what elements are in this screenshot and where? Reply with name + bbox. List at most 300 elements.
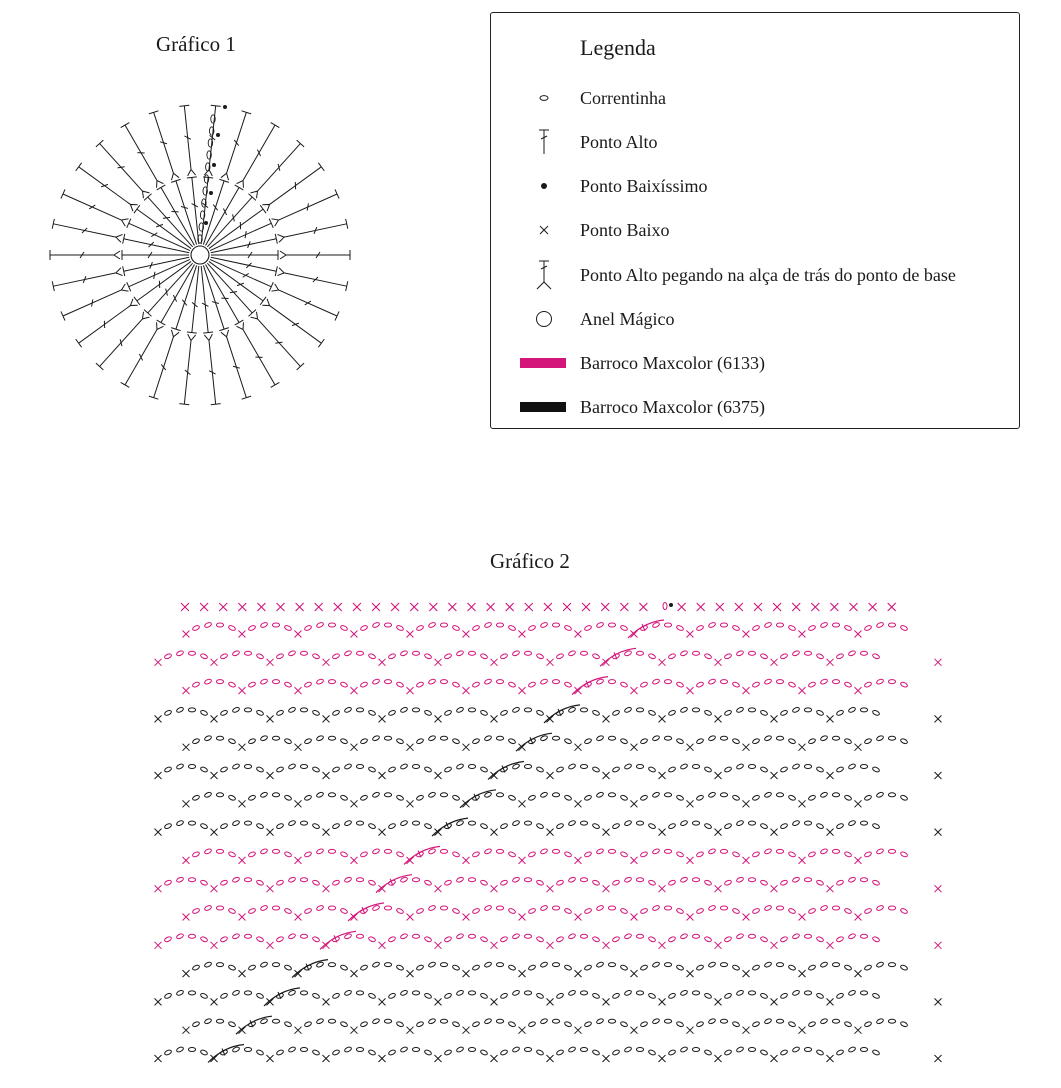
chain-stitch	[668, 766, 676, 773]
single-crochet-stitch	[827, 829, 834, 836]
chain-stitch	[284, 851, 292, 858]
single-crochet-stitch	[603, 1055, 610, 1062]
single-crochet-stitch	[935, 715, 942, 722]
single-crochet-stitch	[200, 603, 208, 611]
chain-stitch	[620, 908, 628, 915]
chain-stitch	[484, 1018, 492, 1025]
legend-item-slip-stitch	[491, 171, 1021, 201]
chain-stitch	[724, 653, 732, 660]
single-crochet-stitch	[935, 1055, 942, 1062]
chain-stitch	[748, 651, 755, 655]
chain-stitch	[612, 936, 620, 943]
single-crochet-stitch	[351, 687, 358, 694]
chain-stitch	[748, 708, 755, 712]
double-crochet-stitch	[208, 189, 339, 255]
chain-stitch	[804, 765, 811, 769]
chain-stitch	[736, 876, 744, 883]
chain-stitch	[732, 908, 740, 915]
chain-stitch	[888, 906, 895, 910]
chain-stitch	[540, 848, 548, 855]
chain-stitch	[536, 823, 544, 830]
single-crochet-stitch	[239, 744, 246, 751]
chain-stitch	[524, 934, 531, 938]
chain-stitch	[760, 879, 768, 886]
single-crochet-stitch	[211, 715, 218, 722]
chain-stitch	[736, 1046, 744, 1053]
chain-stitch	[552, 849, 559, 853]
chain-stitch	[356, 708, 363, 712]
chain-stitch	[304, 1021, 312, 1028]
chain-stitch	[592, 766, 600, 773]
chain-stitch	[832, 736, 839, 740]
chain-stitch	[556, 879, 564, 886]
chain-stitch	[776, 623, 783, 627]
single-crochet-stitch	[183, 1027, 190, 1034]
chain-stitch	[272, 623, 279, 627]
chain-stitch	[680, 820, 688, 827]
chain-stitch	[836, 823, 844, 830]
chain-stitch	[832, 793, 839, 797]
chain-stitch	[692, 1048, 699, 1052]
chain-stitch	[564, 794, 572, 801]
single-crochet-stitch	[353, 603, 361, 611]
single-crochet-stitch	[351, 631, 358, 638]
slip-stitch	[212, 163, 216, 167]
chain-stitch	[164, 1049, 172, 1056]
legend-title: Legenda	[580, 35, 656, 60]
single-crochet-stitch	[855, 970, 862, 977]
chain-stitch	[368, 653, 376, 660]
chain-stitch	[848, 990, 856, 997]
chain-stitch	[552, 906, 559, 910]
double-crochet-stitch	[61, 189, 192, 255]
chain-stitch	[876, 1018, 884, 1025]
chain-stitch	[228, 964, 236, 971]
chain-stitch	[876, 622, 884, 629]
chain-stitch	[888, 623, 895, 627]
single-crochet-stitch	[687, 631, 694, 638]
chain-stitch	[860, 821, 867, 825]
chain-stitch	[848, 707, 856, 714]
chain-stitch	[540, 622, 548, 629]
chain-stitch	[764, 905, 772, 912]
legend-item-chain	[491, 83, 1021, 113]
chain-stitch	[276, 823, 284, 830]
chain-stitch	[612, 766, 620, 773]
chain-stitch	[648, 1049, 656, 1056]
chain-stitch	[424, 936, 432, 943]
single-crochet-stitch	[855, 800, 862, 807]
single-crochet-stitch	[519, 857, 526, 864]
single-crochet-stitch	[575, 744, 582, 751]
single-crochet-stitch	[183, 857, 190, 864]
chain-stitch	[528, 794, 536, 801]
chain-stitch	[636, 821, 643, 825]
legend-label: Ponto Alto	[580, 132, 658, 152]
chain-stitch	[256, 879, 264, 886]
chain-stitch	[668, 879, 676, 886]
chain-stitch	[428, 678, 436, 685]
chain-stitch	[412, 991, 419, 995]
chain-icon	[509, 83, 579, 113]
chain-stitch	[412, 765, 419, 769]
chain-stitch	[360, 681, 368, 688]
single-crochet-stitch	[351, 744, 358, 751]
chain-stitch	[668, 823, 676, 830]
chain-stitch	[536, 710, 544, 717]
chain-stitch	[808, 851, 816, 858]
chain-stitch	[496, 623, 503, 627]
chain-stitch	[200, 879, 208, 886]
chain-stitch	[692, 765, 699, 769]
legend-label: Ponto Alto pegando na alça de trás do ponto de base	[580, 265, 956, 285]
chain-stitch	[844, 1021, 852, 1028]
single-crochet-stitch	[155, 1055, 162, 1062]
chain-stitch	[816, 653, 824, 660]
chain-stitch	[440, 680, 447, 684]
chain-stitch	[444, 936, 452, 943]
chain-stitch	[452, 738, 460, 745]
chain-stitch	[412, 878, 419, 882]
legend-item-single-crochet	[491, 215, 1021, 245]
chain-stitch	[176, 763, 184, 770]
chain-stitch	[396, 738, 404, 745]
chain-stitch	[200, 993, 208, 1000]
chain-stitch	[424, 653, 432, 660]
single-crochet-stitch	[334, 603, 342, 611]
chain-stitch	[384, 963, 391, 967]
single-crochet-stitch	[869, 603, 877, 611]
chain-stitch	[864, 851, 872, 858]
single-crochet-stitch	[715, 772, 722, 779]
single-crochet-stitch	[799, 1027, 806, 1034]
chain-stitch	[340, 625, 348, 632]
legend-label: Barroco Maxcolor (6133)	[580, 353, 765, 373]
chain-stitch	[844, 794, 852, 801]
chain-stitch	[584, 1021, 592, 1028]
single-crochet-stitch	[267, 715, 274, 722]
chain-stitch	[396, 794, 404, 801]
chain-stitch	[664, 906, 671, 910]
chain-stitch	[328, 849, 335, 853]
chain-stitch	[748, 821, 755, 825]
chain-stitch	[860, 878, 867, 882]
chain-stitch	[188, 934, 195, 938]
chain-stitch	[844, 681, 852, 688]
single-crochet-stitch	[323, 998, 330, 1005]
chain-stitch	[416, 625, 424, 632]
chain-stitch	[720, 963, 727, 967]
chain-stitch	[176, 820, 184, 827]
single-crochet-stitch	[435, 885, 442, 892]
chain-stitch	[512, 820, 520, 827]
single-crochet-stitch	[771, 885, 778, 892]
chain-stitch	[340, 1021, 348, 1028]
chain-stitch	[832, 849, 839, 853]
single-crochet-stitch	[631, 1027, 638, 1034]
single-crochet-stitch	[771, 942, 778, 949]
single-crochet-stitch	[407, 744, 414, 751]
chain-stitch	[272, 1019, 279, 1023]
single-crochet-stitch	[407, 970, 414, 977]
chain-stitch	[900, 625, 908, 632]
chain-stitch	[584, 964, 592, 971]
chain-stitch	[444, 766, 452, 773]
slip-stitch-icon	[509, 171, 579, 201]
single-crochet-stitch	[379, 829, 386, 836]
chain-stitch	[276, 1049, 284, 1056]
chain-stitch	[592, 653, 600, 660]
chain-stitch	[720, 736, 727, 740]
chain-stitch	[524, 878, 531, 882]
chain-stitch	[508, 964, 516, 971]
chain-stitch	[528, 851, 536, 858]
chart-row	[155, 988, 942, 1006]
legend-label: Barroco Maxcolor (6375)	[580, 397, 765, 417]
single-crochet-stitch	[463, 687, 470, 694]
chain-stitch	[724, 1049, 732, 1056]
single-crochet-stitch	[238, 603, 246, 611]
chain-stitch	[820, 678, 828, 685]
chain-stitch	[612, 1049, 620, 1056]
chain-stitch	[792, 707, 800, 714]
single-crochet-stitch	[631, 970, 638, 977]
chain-stitch	[704, 766, 712, 773]
chain-stitch	[468, 651, 475, 655]
chain-stitch	[864, 625, 872, 632]
chain-stitch	[384, 680, 391, 684]
chain-stitch	[752, 964, 760, 971]
chain-stitch	[200, 653, 208, 660]
single-crochet-stitch	[792, 603, 800, 611]
chain-stitch	[816, 710, 824, 717]
chain-stitch	[536, 766, 544, 773]
chain-stitch	[416, 908, 424, 915]
single-crochet-stitch	[323, 772, 330, 779]
chain-stitch	[760, 710, 768, 717]
chain-stitch	[288, 820, 296, 827]
single-crochet-stitch	[715, 998, 722, 1005]
chain-stitch	[188, 878, 195, 882]
single-crochet-stitch	[181, 603, 189, 611]
single-crochet-stitch	[827, 942, 834, 949]
chain-stitch	[512, 990, 520, 997]
single-crochet-stitch	[547, 659, 554, 666]
single-crochet-stitch	[827, 1055, 834, 1062]
chain-stitch	[564, 625, 572, 632]
single-crochet-stitch	[935, 829, 942, 836]
chart-row	[155, 818, 942, 836]
chart-row	[155, 648, 942, 666]
chain-stitch	[216, 1019, 223, 1023]
chain-stitch	[332, 710, 340, 717]
single-crochet-stitch	[463, 857, 470, 864]
single-crochet-stitch	[715, 659, 722, 666]
single-crochet-stitch	[435, 998, 442, 1005]
single-crochet-stitch	[491, 885, 498, 892]
single-crochet-stitch	[771, 1055, 778, 1062]
chain-stitch	[328, 623, 335, 627]
single-crochet-stitch	[323, 829, 330, 836]
chain-stitch	[624, 990, 632, 997]
chain-stitch	[232, 990, 240, 997]
chain-stitch	[816, 1049, 824, 1056]
chain-stitch	[788, 681, 796, 688]
chain-stitch	[564, 964, 572, 971]
chain-stitch	[508, 794, 516, 801]
chain-stitch	[484, 905, 492, 912]
chain-stitch	[244, 765, 251, 769]
chain-stitch	[444, 653, 452, 660]
chain-stitch	[300, 651, 307, 655]
chain-stitch	[188, 991, 195, 995]
double-crochet-stitch	[204, 140, 304, 250]
single-crochet-stitch	[544, 603, 552, 611]
chain-stitch	[524, 821, 531, 825]
chart-row	[155, 931, 942, 949]
chart-row	[183, 1016, 909, 1034]
single-crochet-stitch	[491, 942, 498, 949]
chain-stitch	[584, 908, 592, 915]
chain-stitch	[764, 791, 772, 798]
chain-stitch	[244, 821, 251, 825]
single-crochet-stitch	[379, 1055, 386, 1062]
single-crochet-stitch	[687, 800, 694, 807]
chart-row	[183, 733, 909, 751]
single-crochet-stitch	[855, 914, 862, 921]
chain-stitch	[820, 791, 828, 798]
chain-stitch	[872, 879, 880, 886]
legend-item-double-crochet	[491, 127, 1021, 157]
chain-stitch	[636, 991, 643, 995]
single-crochet-stitch	[743, 744, 750, 751]
chain-stitch	[484, 678, 492, 685]
chain-stitch	[780, 653, 788, 660]
chain-stitch	[204, 791, 212, 798]
chain-stitch	[664, 1019, 671, 1023]
chain-stitch	[204, 905, 212, 912]
chain-stitch	[552, 793, 559, 797]
chain-stitch	[720, 793, 727, 797]
chain-stitch	[388, 1049, 396, 1056]
chain-stitch	[552, 963, 559, 967]
chain-stitch	[556, 936, 564, 943]
chain-stitch	[312, 710, 320, 717]
chain-stitch	[608, 623, 615, 627]
chain-stitch	[568, 650, 576, 657]
double-crochet-stitch	[179, 265, 203, 404]
chain-stitch	[328, 963, 335, 967]
single-crochet-stitch	[519, 687, 526, 694]
chain-stitch	[440, 906, 447, 910]
chain-stitch	[816, 823, 824, 830]
chain-stitch	[396, 625, 404, 632]
chain-stitch	[648, 823, 656, 830]
chain-stitch	[760, 936, 768, 943]
chain-stitch	[760, 766, 768, 773]
chain-stitch	[472, 738, 480, 745]
double-crochet-stitch	[204, 260, 304, 370]
chain-stitch	[220, 993, 228, 1000]
chain-stitch	[724, 879, 732, 886]
single-crochet-stitch	[715, 885, 722, 892]
chain-stitch	[764, 848, 772, 855]
chain-stitch	[452, 1021, 460, 1028]
single-crochet-stitch	[631, 857, 638, 864]
chain-stitch	[176, 990, 184, 997]
chain-stitch	[648, 879, 656, 886]
chain-stitch	[780, 766, 788, 773]
chain-stitch	[344, 820, 352, 827]
single-crochet-stitch	[379, 659, 386, 666]
chain-stitch	[696, 738, 704, 745]
single-crochet-stitch	[743, 1027, 750, 1034]
chain-stitch	[620, 738, 628, 745]
chain-stitch	[636, 651, 643, 655]
chain-stitch	[664, 963, 671, 967]
double-crochet-stitch	[50, 250, 189, 260]
chain-stitch	[612, 993, 620, 1000]
chain-stitch	[480, 879, 488, 886]
chain-stitch	[676, 681, 684, 688]
single-crochet-stitch	[799, 744, 806, 751]
chain-stitch	[676, 625, 684, 632]
chain-stitch	[620, 625, 628, 632]
double-crochet-stitch	[52, 219, 190, 258]
chain-stitch	[580, 765, 587, 769]
single-crochet-stitch	[296, 603, 304, 611]
single-crochet-stitch	[620, 603, 628, 611]
single-crochet-stitch	[463, 1027, 470, 1034]
chain-stitch	[804, 708, 811, 712]
chain-stitch	[400, 650, 408, 657]
chain-stitch	[876, 735, 884, 742]
single-crochet-stitch	[491, 998, 498, 1005]
chain-stitch	[736, 707, 744, 714]
chain-stitch	[540, 678, 548, 685]
chain-stitch	[640, 738, 648, 745]
chain-stitch	[848, 876, 856, 883]
single-crochet-stitch	[463, 744, 470, 751]
chain-stitch	[752, 738, 760, 745]
chain-stitch	[776, 680, 783, 684]
chain-stitch	[788, 738, 796, 745]
chain-stitch	[640, 1021, 648, 1028]
chain-stitch	[484, 961, 492, 968]
chain-stitch	[596, 622, 604, 629]
chart-row	[155, 705, 942, 723]
chain-stitch	[188, 765, 195, 769]
chain-stitch	[312, 1049, 320, 1056]
chain-stitch	[888, 849, 895, 853]
chain-stitch	[792, 650, 800, 657]
chain-stitch	[368, 710, 376, 717]
single-crochet-stitch	[735, 603, 743, 611]
chain-stitch	[612, 710, 620, 717]
chain-stitch	[468, 991, 475, 995]
chain-stitch	[512, 876, 520, 883]
chain-stitch	[844, 851, 852, 858]
chain-stitch	[244, 991, 251, 995]
single-crochet-stitch	[811, 603, 819, 611]
single-crochet-stitch	[435, 1055, 442, 1062]
chain-stitch	[412, 934, 419, 938]
chain-stitch	[864, 681, 872, 688]
chain-stitch	[636, 1048, 643, 1052]
chain-stitch	[900, 964, 908, 971]
chain-stitch	[612, 879, 620, 886]
chain-stitch	[844, 625, 852, 632]
